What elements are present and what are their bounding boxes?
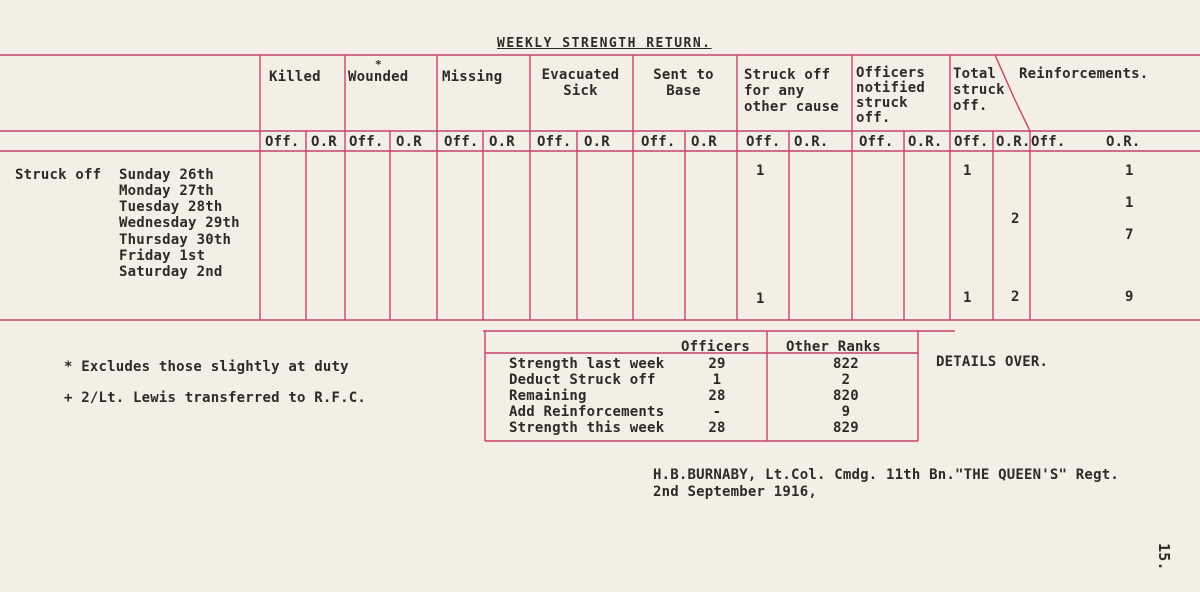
sub-header-or: O.R. — [794, 134, 829, 150]
sub-header-off: Off. — [537, 134, 572, 150]
cell-total: 9 — [1125, 289, 1134, 305]
sub-header-or: O.R — [584, 134, 610, 150]
col-header-wounded: Wounded — [348, 69, 409, 85]
sub-header-off: Off. — [265, 134, 300, 150]
day-label: Sunday 26th — [119, 167, 214, 183]
col-header-missing: Missing — [442, 69, 503, 85]
sub-header-off: Off. — [641, 134, 676, 150]
summary-officers-value: 28 — [708, 388, 726, 404]
summary-officers-value: - — [712, 404, 722, 420]
summary-other-value: 9 — [841, 404, 851, 420]
sub-header-off: Off. — [349, 134, 384, 150]
day-label: Saturday 2nd — [119, 264, 223, 280]
summary-row-label: Deduct Struck off — [509, 372, 656, 388]
summary-row-label: Add Reinforcements — [509, 404, 665, 420]
summary-row-label: Strength this week — [509, 420, 665, 436]
cell-value: 1 — [1125, 163, 1134, 179]
summary-officers-value: 28 — [708, 420, 726, 436]
col-header-total: Total struck off. — [953, 66, 1005, 114]
summary-col-other-ranks: Other Ranks — [786, 339, 881, 355]
summary-row-label: Remaining — [509, 388, 587, 404]
col-header-struck-other: Struck off for any other cause — [744, 67, 839, 115]
sub-header-or: O.R — [691, 134, 717, 150]
page-number: 15. — [1155, 543, 1173, 571]
struck-off-label: Struck off — [15, 167, 102, 183]
sub-header-off: Off. — [954, 134, 989, 150]
sub-header-off: Off. — [1031, 134, 1066, 150]
sub-header-off: Off. — [746, 134, 781, 150]
sub-header-or: O.R. — [996, 134, 1031, 150]
summary-col-officers: Officers — [681, 339, 751, 355]
signature: H.B.BURNABY, Lt.Col. Cmdg. 11th Bn."THE QUEEN'S" Regt. — [653, 467, 1119, 483]
day-label: Wednesday 29th — [119, 215, 240, 231]
day-label: Thursday 30th — [119, 232, 232, 248]
note-excludes: * Excludes those slightly at duty — [64, 359, 349, 375]
summary-other-value: 2 — [841, 372, 851, 388]
sub-header-or: O.R — [489, 134, 515, 150]
sub-header-or: O.R. — [908, 134, 943, 150]
sub-header-off: Off. — [859, 134, 894, 150]
cell-value: 7 — [1125, 227, 1134, 243]
sub-header-or: O.R — [311, 134, 337, 150]
summary-officers-value: 1 — [712, 372, 722, 388]
summary-officers-value: 29 — [708, 356, 726, 372]
col-header-evacuated: Evacuated Sick — [541, 67, 620, 99]
sub-header-off: Off. — [444, 134, 479, 150]
summary-other-value: 829 — [833, 420, 859, 436]
cell-total: 2 — [1011, 289, 1020, 305]
cell-value: 1 — [1125, 195, 1134, 211]
col-header-officers-notified: Officers notified struck off. — [856, 65, 926, 126]
summary-row-label: Strength last week — [509, 356, 665, 372]
cell-value: 2 — [1011, 211, 1020, 227]
day-label: Monday 27th — [119, 183, 214, 199]
col-header-killed: Killed — [269, 69, 321, 85]
summary-other-value: 820 — [833, 388, 859, 404]
note-transfer: + 2/Lt. Lewis transferred to R.F.C. — [64, 390, 367, 406]
page-title: WEEKLY STRENGTH RETURN. — [497, 36, 712, 51]
col-header-sent-base: Sent to Base — [653, 67, 714, 99]
cell-total: 1 — [963, 290, 972, 306]
sub-header-or: O.R. — [1106, 134, 1141, 150]
wounded-mark: * — [375, 58, 382, 71]
day-label: Tuesday 28th — [119, 199, 223, 215]
cell-value: 1 — [963, 163, 972, 179]
details-over-note: DETAILS OVER. — [936, 354, 1049, 370]
cell-total: 1 — [756, 291, 765, 307]
summary-other-value: 822 — [833, 356, 859, 372]
sub-header-or: O.R — [396, 134, 422, 150]
day-label: Friday 1st — [119, 248, 206, 264]
cell-value: 1 — [756, 163, 765, 179]
signature-date: 2nd September 1916, — [653, 484, 817, 500]
col-header-reinforcements: Reinforcements. — [1019, 66, 1149, 82]
